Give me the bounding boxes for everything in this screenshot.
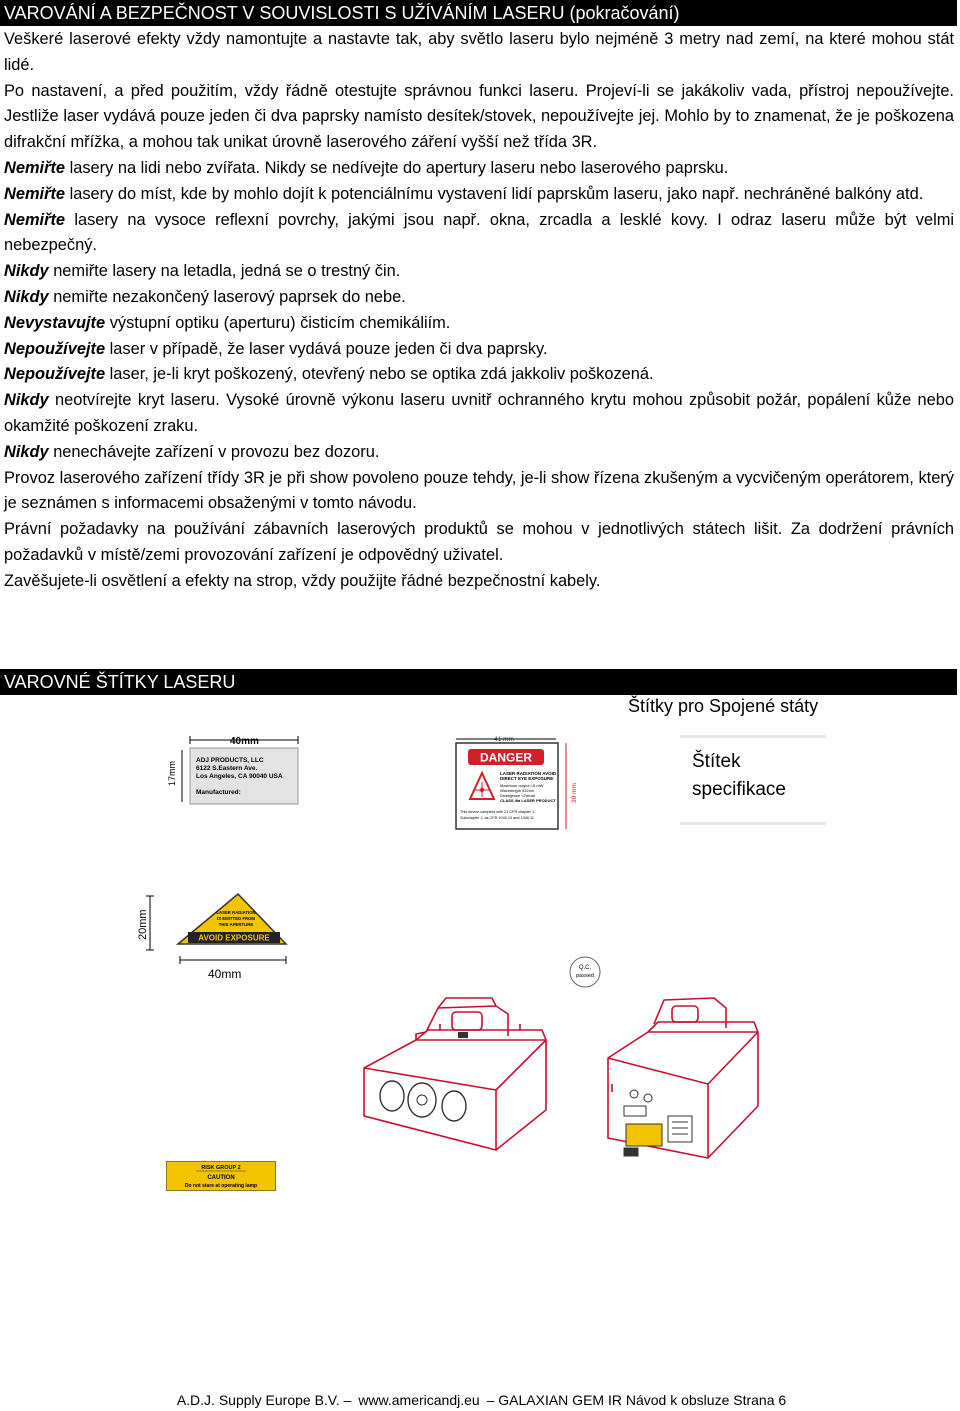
spec-label-diagram xyxy=(160,734,306,806)
danger-body: Divergence <2mrad xyxy=(500,793,536,798)
footer-company: A.D.J. Supply Europe B.V. – xyxy=(176,1392,352,1408)
svg-text:Do not stare at operating lamp: Do not stare at operating lamp xyxy=(184,1183,258,1189)
avoid-width-label: 40mm xyxy=(208,967,242,981)
spec-line: 6122 S.Eastern Ave. xyxy=(196,765,258,772)
paragraph: Nikdy nemiřte nezakončený laserový paprsek do nebe. xyxy=(4,287,406,306)
paragraph: Nepoužívejte laser, je-li kryt poškozený, otevřený nebo se optika zdá jakkoliv poškozená. xyxy=(4,365,654,384)
paragraph: Právní požadavky na používání zábavních laserových produktů se mohou v jednotlivých státech lišit. Za dodržení právních požadavků v místě/zemi provozování zařízení je odpovědný uživatel. xyxy=(4,520,954,564)
avoid-banner: AVOID EXPOSURE xyxy=(198,933,270,943)
danger-width-label: 41 mm xyxy=(494,736,514,743)
avoid-line: IS EMITTED FROM xyxy=(217,916,255,921)
paragraph: Nemiřte lasery do míst, kde by mohlo dojít k potenciálnímu vystavení lidí paprskům laseru, jako např. nechráněné balkóny atd. xyxy=(4,184,924,203)
danger-note: Subchapter J, as CFR 1040.10 and 1040.11 xyxy=(460,816,535,820)
paragraph: Nepoužívejte laser v případě, že laser vydává pouze jeden či dva paprsky. xyxy=(4,339,548,358)
footer-doc-info: – GALAXIAN GEM IR Návod k obsluze Strana 6 xyxy=(486,1392,787,1408)
qc-sticker xyxy=(568,955,602,989)
paragraph: Provoz laserového zařízení třídy 3R je při show povoleno pouze tehdy, je-li show řízena zkušeným a vycvičeným operátorem, který je seznámen s informacemi obsaženými v tomto návodu. xyxy=(4,468,954,513)
svg-text:Q.C.: Q.C. xyxy=(578,965,592,971)
danger-height-label: 30 mm xyxy=(571,783,578,803)
svg-text:CAUTION: CAUTION xyxy=(207,1175,235,1181)
spec-height-label: 17mm xyxy=(167,760,177,786)
danger-body: Maximum output <5 mW xyxy=(500,783,544,788)
spec-line: Manufactured: xyxy=(196,789,241,796)
danger-note: This device complies with 21 CFR chapter 1, xyxy=(460,810,536,814)
spec-width-label: 40mm xyxy=(230,736,259,747)
avoid-line: LASER RADIATION xyxy=(216,910,256,915)
danger-label-diagram xyxy=(452,733,586,833)
paragraph: Nemiřte lasery na lidi nebo zvířata. Nikdy se nedívejte do apertury laseru nebo laserového paprsku. xyxy=(4,158,729,177)
danger-body: Wavelength 532nm xyxy=(500,788,535,793)
spec-line: Los Angeles, CA 90040 USA xyxy=(196,773,283,780)
spec-line: ADJ PRODUCTS, LLC xyxy=(196,757,264,764)
svg-text:passed: passed xyxy=(576,973,594,979)
page-footer xyxy=(0,1392,960,1408)
danger-heading: DANGER xyxy=(479,750,533,765)
paragraph: Veškeré laserové efekty vždy namontujte a nastavte tak, aby světlo laseru bylo nejméně 3 metry nad zemí, na které mohou stát lidé. xyxy=(4,30,954,74)
paragraph: Nemiřte lasery na vysoce reflexní povrchy, jakými jsou např. okna, zrcadla a lesklé kovy. I odraz laseru může být velmi nebezpečný. xyxy=(4,210,954,255)
paragraph: Po nastavení, a před použitím, vždy řádně otestujte správnou funkci laseru. Projeví-li se jakákoliv vada, přístroj nepoužívejte. Jestliže laser vydává pouze jeden či dva paprsky namísto desítek/stovek, nepoužívejte jej. Mohlo by to znamenat, že je poškozena difrakční mřížka, a mohou tak unikat úrovně laserového záření vyšší než třída 3R. xyxy=(4,81,954,152)
footer-website-link[interactable]: www.americandj.eu xyxy=(358,1392,480,1408)
avoid-height-label: 20mm xyxy=(137,909,149,940)
avoid-exposure-label-diagram xyxy=(136,892,296,982)
danger-sub: LASER RADIATION AVOID xyxy=(500,771,557,776)
danger-body: CLASS IIIa LASER PRODUCT xyxy=(500,798,556,803)
fixture-rear-diagram xyxy=(598,988,778,1184)
spec-label-caption: Štítek specifikace xyxy=(680,735,826,825)
avoid-line: THIS APERTURE xyxy=(218,922,254,927)
paragraph: Nikdy nenechávejte zařízení v provozu bez dozoru. xyxy=(4,442,380,461)
paragraph: Zavěšujete-li osvětlení a efekty na strop, vždy použijte řádné bezpečnostní kabely. xyxy=(4,571,601,590)
paragraph: Nikdy nemiřte lasery na letadla, jedná se o trestný čin. xyxy=(4,262,401,281)
paragraph: Nikdy neotvírejte kryt laseru. Vysoké úrovně výkonu laseru uvnitř ochranného krytu mohou způsobit požár, popálení kůže nebo okamžité poškození zraku. xyxy=(4,391,954,435)
fixture-front-diagram xyxy=(356,990,556,1162)
paragraph: Nevystavujte výstupní optiku (aperturu) čisticím chemikáliím. xyxy=(4,313,451,332)
section-heading-laser-safety: VAROVÁNÍ A BEZPEČNOST V SOUVISLOSTI S UŽÍVÁNÍM LASERU (pokračování) xyxy=(0,0,957,26)
danger-sub: DIRECT EYE EXPOSURE xyxy=(500,776,554,781)
svg-text:RISK GROUP 2: RISK GROUP 2 xyxy=(201,1165,241,1171)
safety-text-block xyxy=(4,27,954,595)
us-labels-caption: Štítky pro Spojené státy xyxy=(628,696,819,716)
section-heading-warning-labels: VAROVNÉ ŠTÍTKY LASERU xyxy=(0,669,957,695)
risk-group-label xyxy=(166,1161,276,1191)
